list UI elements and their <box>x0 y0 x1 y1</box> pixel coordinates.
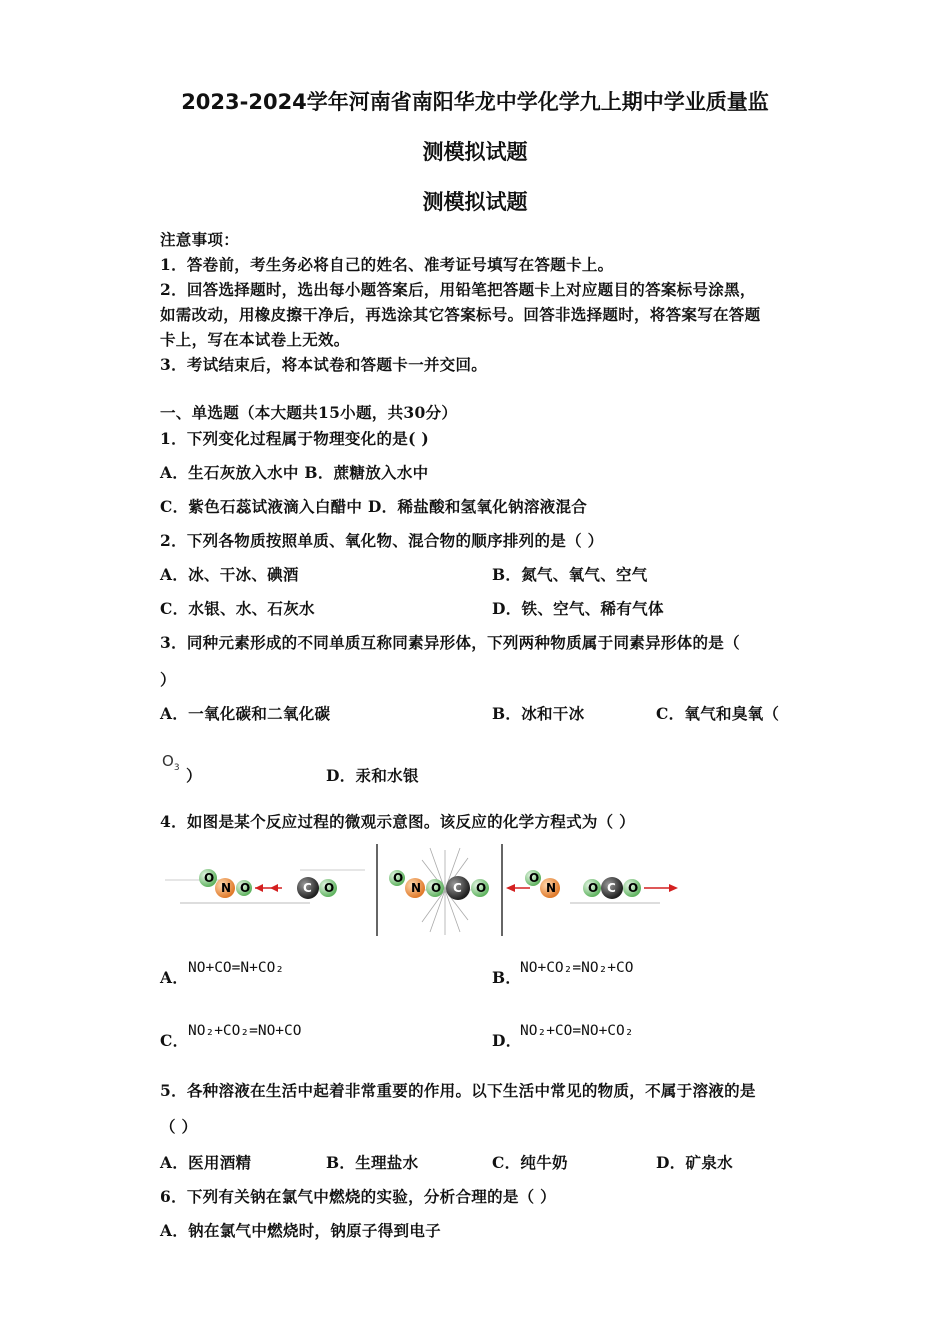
notice-heading: 注意事项： <box>160 230 240 249</box>
svg-text:O: O <box>240 881 251 895</box>
question-3-option-c-end: ） <box>186 766 202 785</box>
notice-item: 2．回答选择题时，选出每小题答案后，用铅笔把答题卡上对应题目的答案标号涂黑， <box>160 280 756 299</box>
question-4-option-d-label: D． <box>492 1031 522 1050</box>
panel-before <box>165 869 365 903</box>
svg-text:O: O <box>393 871 404 885</box>
panel-after <box>506 870 678 903</box>
svg-text:C: C <box>303 881 312 895</box>
svg-text:O: O <box>628 881 639 895</box>
page-subtitle: 测模拟试题 <box>422 140 528 164</box>
question-2-stem: 2．下列各物质按照单质、氧化物、混合物的顺序排列的是（ ） <box>160 531 604 550</box>
question-6-stem: 6．下列有关钠在氯气中燃烧的实验，分析合理的是（ ） <box>160 1187 556 1206</box>
svg-text:N: N <box>221 881 232 895</box>
notice-item: 卡上，写在本试卷上无效。 <box>160 330 350 349</box>
question-3-option-c: C．氧气和臭氧（ <box>656 704 780 723</box>
question-2-option-a: A．冰、干冰、碘酒 <box>160 565 299 584</box>
question-5-stem: 5．各种溶液在生活中起着非常重要的作用。以下生活中常见的物质，不属于溶液的是 <box>160 1081 756 1100</box>
svg-text:O: O <box>476 881 487 895</box>
question-4-option-a-label: A． <box>160 968 189 987</box>
question-4-option-b-formula: NO+CO₂=NO₂+CO <box>520 960 634 976</box>
page-title: 2023-2024学年河南省南阳华龙中学化学九上期中学业质量监 <box>181 90 769 114</box>
question-4-option-a-formula: NO+CO=N+CO₂ <box>188 960 285 976</box>
question-1-stem: 1．下列变化过程属于物理变化的是( ) <box>160 429 430 448</box>
question-4-option-b-label: B． <box>492 968 522 987</box>
notice-item: 如需改动，用橡皮擦干净后，再选涂其它答案标号。回答非选择题时，将答案写在答题 <box>160 305 761 324</box>
question-2-option-b: B．氮气、氧气、空气 <box>492 565 648 584</box>
svg-text:O: O <box>204 871 215 885</box>
svg-text:O: O <box>588 881 599 895</box>
question-5-option-a: A．医用酒精 <box>160 1153 252 1172</box>
question-5-stem-end: （ ） <box>160 1117 198 1136</box>
question-1-options-ab: A．生石灰放入水中 B．蔗糖放入水中 <box>160 463 429 482</box>
question-4-option-d-formula: NO₂+CO=NO+CO₂ <box>520 1023 634 1039</box>
svg-text:O: O <box>431 881 442 895</box>
question-5-option-c: C．纯牛奶 <box>492 1153 568 1172</box>
svg-text:O: O <box>324 881 335 895</box>
question-3-option-b: B．冰和干冰 <box>492 704 585 723</box>
notice-item: 3．考试结束后，将本试卷和答题卡一并交回。 <box>160 355 488 374</box>
svg-text:C: C <box>453 881 462 895</box>
svg-text:N: N <box>411 881 422 895</box>
question-3-option-a: A．一氧化碳和二氧化碳 <box>160 704 331 723</box>
question-5-option-d: D．矿泉水 <box>656 1153 733 1172</box>
reaction-diagram <box>160 840 690 940</box>
question-6-option-a: A．钠在氯气中燃烧时，钠原子得到电子 <box>160 1221 441 1240</box>
ozone-formula: $O_3$ <box>162 752 180 773</box>
question-1-options-cd: C．紫色石蕊试液滴入白醋中 D．稀盐酸和氢氧化钠溶液混合 <box>160 497 588 516</box>
question-4-option-c-label: C． <box>160 1031 189 1050</box>
panel-collision <box>389 848 489 935</box>
question-3-stem: 3．同种元素形成的不同单质互称同素异形体，下列两种物质属于同素异形体的是（ <box>160 633 740 652</box>
svg-text:O: O <box>529 871 540 885</box>
question-2-option-c: C．水银、水、石灰水 <box>160 599 315 618</box>
svg-text:C: C <box>607 881 616 895</box>
question-5-option-b: B．生理盐水 <box>326 1153 419 1172</box>
notice-item: 1．答卷前，考生务必将自己的姓名、准考证号填写在答题卡上。 <box>160 255 614 274</box>
question-2-option-d: D．铁、空气、稀有气体 <box>492 599 664 618</box>
question-4-option-c-formula: NO₂+CO₂=NO+CO <box>188 1023 302 1039</box>
question-3-stem-end: ） <box>160 670 176 689</box>
page-subtitle-repeat: 测模拟试题 <box>422 190 528 214</box>
section-heading: 一、单选题（本大题共15小题，共30分） <box>160 403 458 422</box>
svg-text:N: N <box>546 881 557 895</box>
question-4-stem: 4．如图是某个反应过程的微观示意图。该反应的化学方程式为（ ） <box>160 812 635 831</box>
question-3-option-d: D．汞和水银 <box>326 766 419 785</box>
